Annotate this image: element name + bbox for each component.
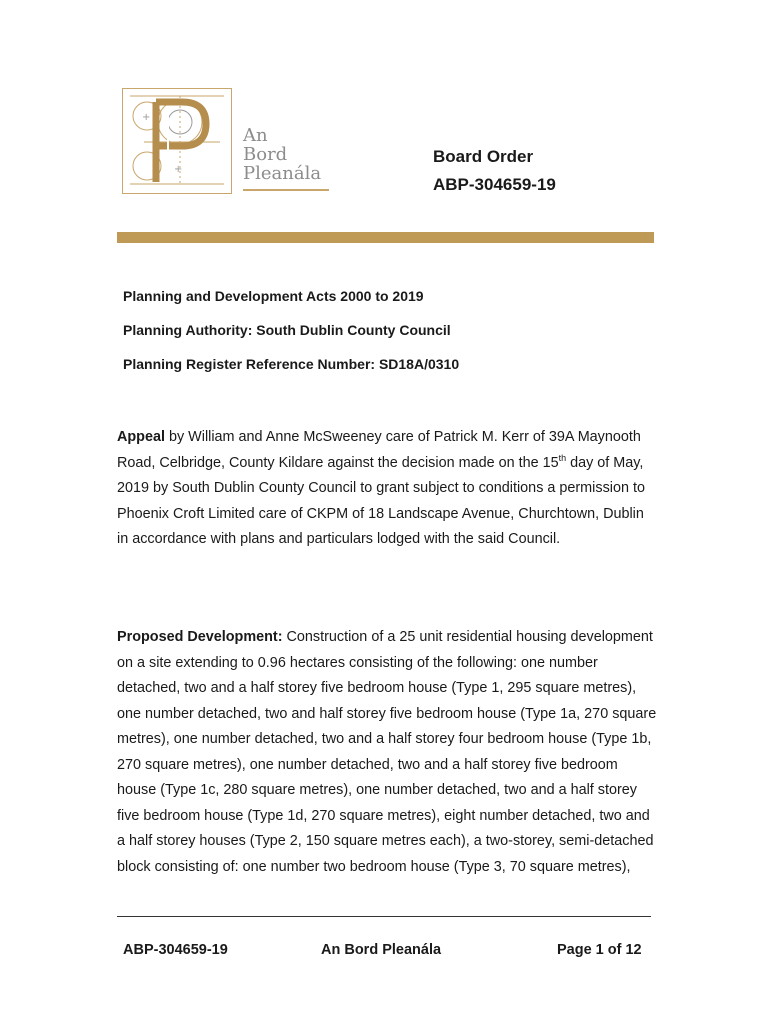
logo-word-pleanala: Pleanála bbox=[243, 163, 322, 184]
footer-page-number: Page 1 of 12 bbox=[557, 942, 642, 958]
logo-word-bord: Bord bbox=[243, 144, 288, 165]
acts-line: Planning and Development Acts 2000 to 2019 bbox=[123, 288, 424, 304]
monogram-p-icon bbox=[120, 86, 232, 196]
board-order-title: Board Order bbox=[433, 147, 534, 166]
footer-reference: ABP-304659-19 bbox=[123, 942, 228, 958]
appeal-sup: th bbox=[558, 452, 567, 463]
logo bbox=[120, 86, 334, 196]
authority-line: Planning Authority: South Dublin County Council bbox=[123, 322, 451, 338]
proposed-text: Construction of a 25 unit residential housing development on a site extending to 0.96 hectares consisting of the following: one number detached, two and a half storey five bedroom house (Type 1, 295 square metres), one number detached, two and half storey five bedroom house (Type 1a, 270 square metres), one number detached, two and a half storey four bedroom house (Type 1b, 270 square metres), one number detached, two and a half storey five bedroom house (Type 1c, 280 square metres), one number detached, two and a half storey five bedroom house (Type 1d, 270 square metres), eight number detached, two and a half storey houses (Type 2, 150 square metres each), a two-storey, semi-detached block consisting of: one number two bedroom house (Type 3, 70 square metres), bbox=[117, 629, 657, 875]
footer-rule bbox=[117, 916, 651, 917]
appeal-label: Appeal bbox=[117, 429, 165, 445]
footer-organisation: An Bord Pleanála bbox=[321, 942, 442, 958]
proposed-label: Proposed Development: bbox=[117, 629, 283, 645]
header-divider-bar bbox=[117, 232, 654, 243]
planning-meta bbox=[123, 286, 459, 388]
register-line: Planning Register Reference Number: SD18A/0310 bbox=[123, 356, 460, 372]
logo-word-an: An bbox=[243, 125, 268, 146]
board-order-reference: ABP-304659-19 bbox=[433, 175, 556, 194]
appeal-text-b: day of May, 2019 by South Dublin County Council to grant subject to conditions a permission to Phoenix Croft Limited care of CKPM of 18 Landscape Avenue, Churchtown, Dublin in accordance with plans and particulars lodged with the said Council. bbox=[117, 454, 645, 547]
appeal-paragraph bbox=[117, 425, 657, 553]
board-order-heading bbox=[433, 143, 556, 199]
appeal-text-a: by William and Anne McSweeney care of Patrick M. Kerr of 39A Maynooth Road, Celbridge, County Kildare against the decision made on the 15 bbox=[117, 429, 641, 471]
svg-text:+: + bbox=[174, 164, 183, 175]
svg-text:+: + bbox=[142, 112, 151, 123]
logo-wordmark bbox=[243, 126, 333, 183]
proposed-development-paragraph bbox=[117, 625, 657, 880]
logo-underline bbox=[243, 189, 329, 191]
